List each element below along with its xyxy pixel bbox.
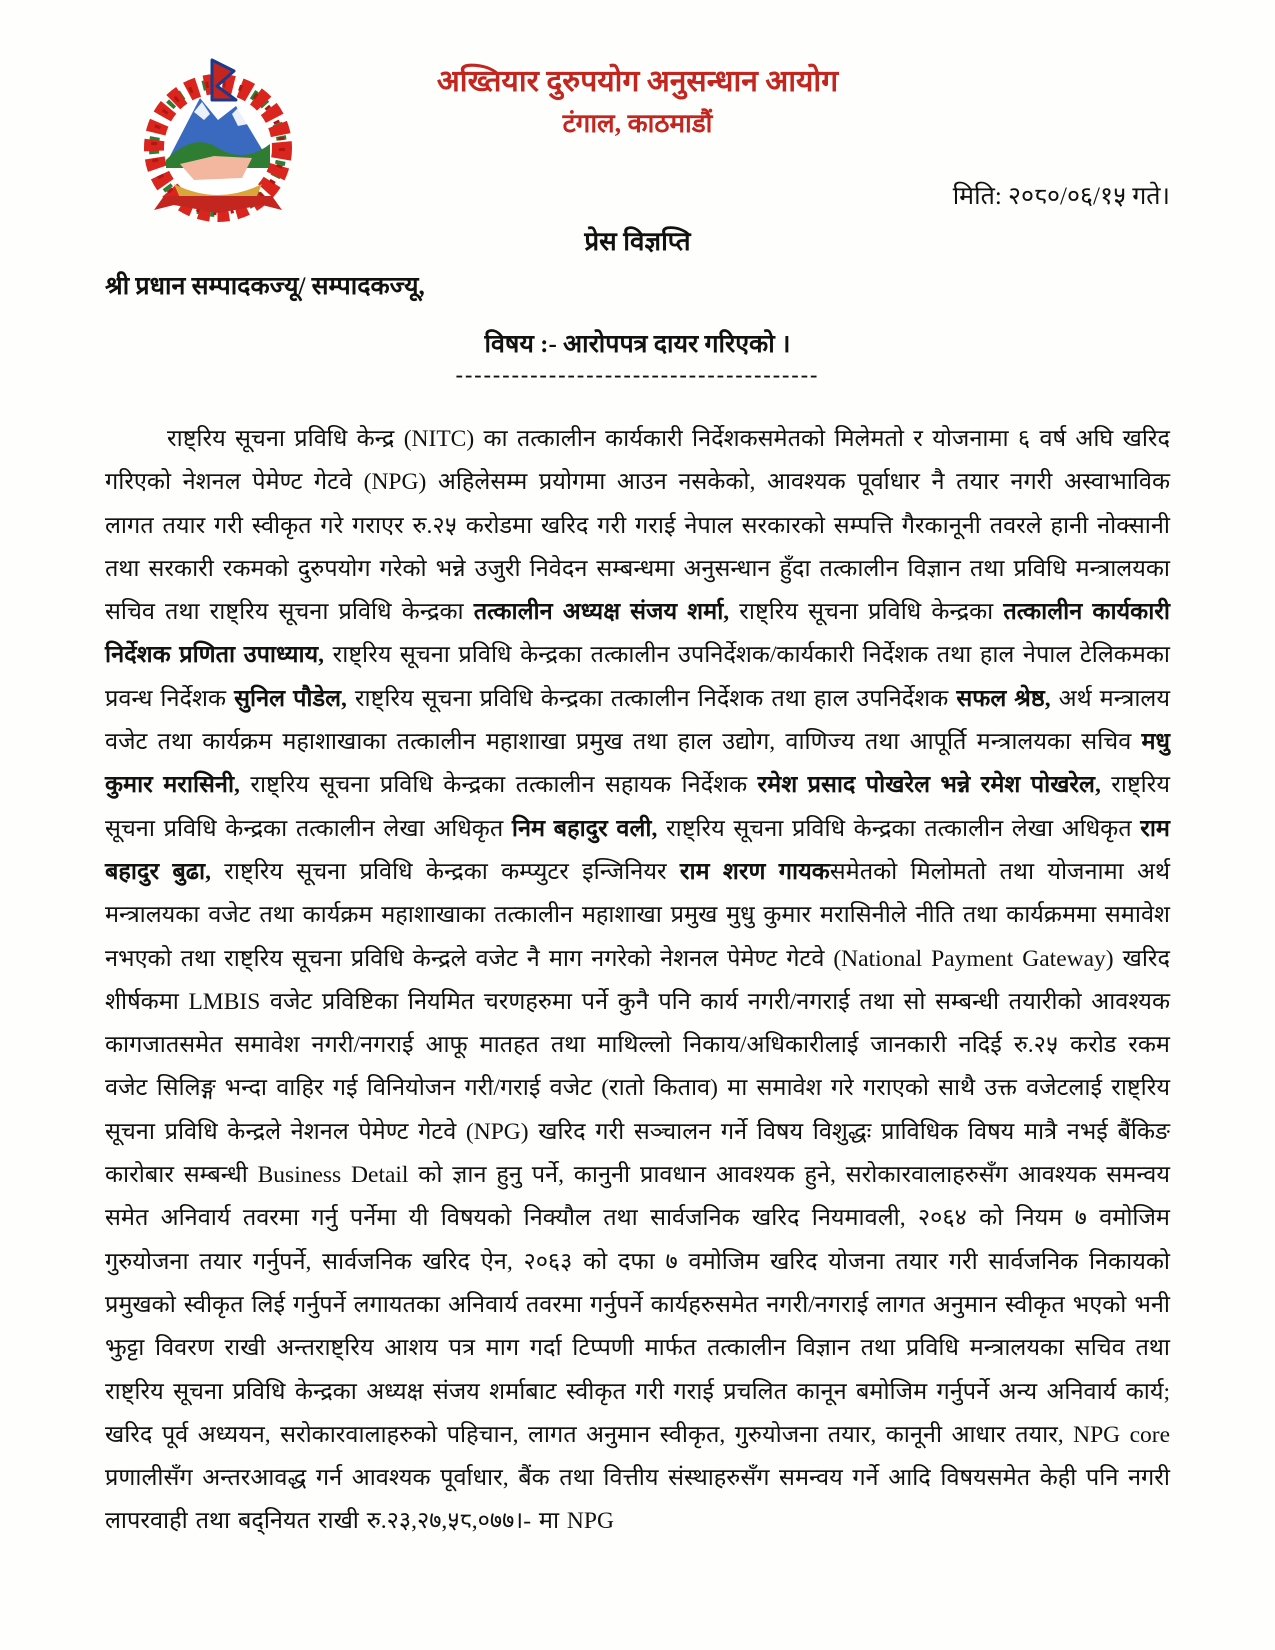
- body-text-run: राष्ट्रिय सूचना प्रविधि केन्द्रका तत्कालीन निर्देशक तथा हाल उपनिर्देशक: [346, 685, 957, 712]
- motto-banner: [154, 196, 282, 213]
- body-text-run: समेतको मिलोमतो तथा योजनामा अर्थ मन्त्रालयका वजेट तथा कार्यक्रम महाशाखाका तत्कालीन महाशाखा प्रमुख मुधु कुमार मरासिनीले नीति तथा कार्यक्रममा समावेश नभएको तथा राष्ट्रिय सूचना प्रविधि केन्द्रले वजेट नै माग नगरेको नेशनल पेमेण्ट गेटवे (National Payment Gateway) खरिद शीर्षकमा LMBIS वजेट प्रविष्टिका नियमित चरणहरुमा पर्ने कुनै पनि कार्य नगरी/नगराई तथा सो सम्बन्धी तयारीको आवश्यक कागजातसमेत समावेश नगरी/नगराई आफू मातहत तथा माथिल्लो निकाय/अधिकारीलाई जानकारी नदिई रु.२५ करोड रकम वजेट सिलिङ्ग भन्दा वाहिर गई विनियोजन गरी/गराई वजेट (रातो किताव) मा समावेश गरे गराएको साथै उक्त वजेटलाई राष्ट्रिय सूचना प्रविधि केन्द्रले नेशनल पेमेण्ट गेटवे (NPG) खरिद गरी सञ्चालन गर्ने विषय विशुद्धः प्राविधिक विषय मात्रै नभई बैंकिङ कारोबार सम्बन्धी Business Detail को ज्ञान हुनु पर्ने, कानुनी प्रावधान आवश्यक हुने, सरोकारवालाहरुसँग आवश्यक समन्वय समेत अनिवार्य तवरमा गर्नु पर्नेमा यी विषयको निक्यौल तथा सार्वजनिक खरिद नियमावली, २०६४ को नियम ७ वमोजिम गुरुयोजना तयार गर्नुपर्ने, सार्वजनिक खरिद ऐन, २०६३ को दफा ७ वमोजिम खरिद योजना तयार गरी सार्वजनिक निकायको प्रमुखको स्वीकृत लिई गर्नुपर्ने लगायतका अनिवार्य तवरमा गर्नुपर्ने कार्यहरुसमेत नगरी/नगराई लागत अनुमान स्वीकृत भएको भनी झुट्टा विवरण राखी अन्तराष्ट्रिय आशय पत्र माग गर्दा टिप्पणी मार्फत तत्कालीन विज्ञान तथा प्रविधि मन्त्रालयका सचिव तथा राष्ट्रिय सूचना प्रविधि केन्द्रका अध्यक्ष संजय शर्माबाट स्वीकृत गरी गराई प्रचलित कानून बमोजिम गर्नुपर्ने अन्य अनिवार्य कार्य; खरिद पूर्व अध्ययन, सरोकारवालाहरुको पहिचान, लागत अनुमान स्वीकृत, गुरुयोजना तयार, कानूनी आधार तयार, NPG core प्रणालीसँग अन्तरआवद्ध गर्न आवश्यक पूर्वाधार, बैंक तथा वित्तीय संस्थाहरुसँग समन्वय गर्ने आदि विषयसमेत केही पनि नगरी लापरवाही तथा बद्नियत राखी रु.२३,२७,५८,०७७।- मा NPG: [105, 858, 1171, 1535]
- org-name: अख्तियार दुरुपयोग अनुसन्धान आयोग: [436, 65, 839, 98]
- highlighted-name: सफल श्रेष्ठ,: [956, 685, 1051, 712]
- body-text-run: राष्ट्रिय सूचना प्रविधि केन्द्र (NITC) का तत्कालीन कार्यकारी निर्देशकसमेतको मिलेमतो र योजनामा ६ वर्ष अघि खरिद गरिएको नेशनल पेमेण्ट गेटवे (NPG) अहिलेसम्म प्रयोगमा आउन नसकेको, आवश्यक पूर्वाधार नै तयार नगरी अस्वाभाविक लागत तयार गरी स्वीकृत गरे गराएर रु.२५ करोडमा खरिद गरी गराई नेपाल सरकारको सम्पत्ति गैरकानूनी तवरले हानी नोक्सानी तथा सरकारी रकमको दुरुपयोग गरेको भन्ने उजुरी निवेदन सम्बन्धमा अनुसन्धान हुँदा तत्कालीन विज्ञान तथा प्रविधि मन्त्रालयका सचिव तथा राष्ट्रिय सूचना प्रविधि केन्द्रका: [105, 426, 1170, 626]
- subject-line: विषय :- आरोपपत्र दायर गरिएको ।: [484, 331, 791, 358]
- body-text-run: राष्ट्रिय सूचना प्रविधि केन्द्रका तत्कालीन सहायक निर्देशक: [239, 772, 758, 799]
- highlighted-name: राम शरण गायक: [679, 858, 830, 885]
- highlighted-name: तत्कालीन कार्यकारी निर्देशक प्रणिता उपाध्याय,: [105, 599, 1170, 669]
- subject-underline: ---------------------------------------: [455, 362, 820, 387]
- body-paragraph: [105, 418, 1170, 1544]
- body-text-run: राष्ट्रिय सूचना प्रविधि केन्द्रका तत्कालीन लेखा अधिकृत: [657, 815, 1141, 842]
- org-address: टंगाल, काठमाडौं: [562, 109, 713, 138]
- date-line: मिति: २०८०/०६/१५ गते।: [952, 183, 1170, 210]
- highlighted-name: राम बहादुर बुढा,: [105, 815, 1170, 885]
- doc-type-title: प्रेस विज्ञप्ति: [584, 227, 691, 256]
- body-text-run: राष्ट्रिय सूचना प्रविधि केन्द्रका: [729, 599, 1004, 626]
- highlighted-name: सुनिल पौडेल,: [234, 685, 347, 712]
- highlighted-name: रमेश प्रसाद पोखरेल भन्ने रमेश पोखरेल,: [757, 772, 1101, 799]
- salutation: श्री प्रधान सम्पादकज्यू/ सम्पादकज्यू,: [105, 273, 425, 300]
- body-text-run: राष्ट्रिय सूचना प्रविधि केन्द्रका तत्कालीन उपनिर्देशक/कार्यकारी निर्देशक तथा हाल नेपाल टेलिकमका प्रवन्ध निर्देशक: [105, 642, 1170, 712]
- body-text-run: राष्ट्रिय सूचना प्रविधि केन्द्रका कम्प्युटर इन्जिनियर: [210, 858, 680, 885]
- highlighted-name: तत्कालीन अध्यक्ष संजय शर्मा,: [473, 599, 730, 626]
- highlighted-name: निम बहादुर वली,: [511, 815, 658, 842]
- body-text-run: अर्थ मन्त्रालय वजेट तथा कार्यक्रम महाशाखाका तत्कालीन महाशाखा प्रमुख तथा हाल उद्योग, वाणिज्य तथा आपूर्ति मन्त्रालयका सचिव: [105, 685, 1170, 756]
- highlighted-name: मधु कुमार मरासिनी,: [105, 729, 1170, 799]
- body-text-run: राष्ट्रिय सूचना प्रविधि केन्द्रका तत्कालीन लेखा अधिकृत: [105, 772, 1171, 842]
